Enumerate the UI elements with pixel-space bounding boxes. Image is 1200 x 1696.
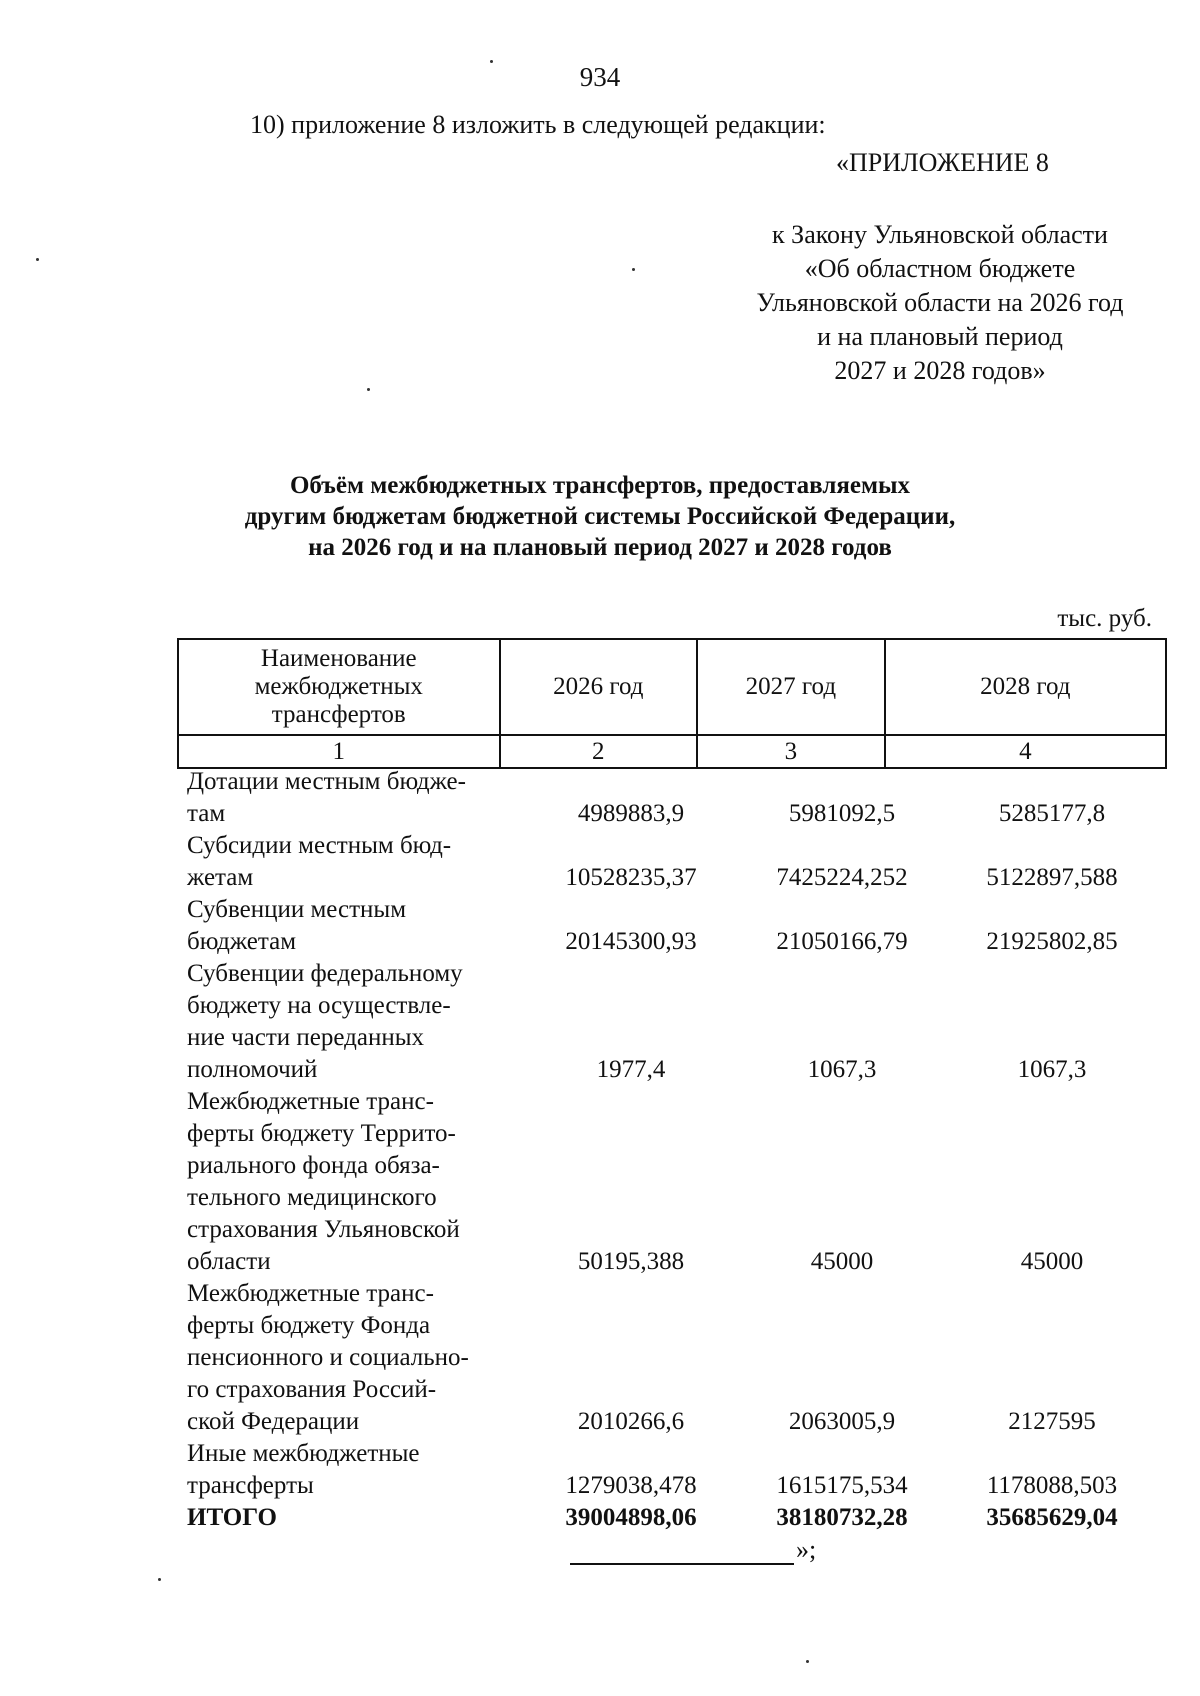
value-2028: 21925802,85	[986, 928, 1118, 955]
scan-speck	[36, 258, 39, 261]
law-reference-line: и на плановый период	[817, 322, 1063, 351]
header-name-line: трансфертов	[271, 701, 406, 728]
table-row	[187, 1086, 1167, 1278]
total-2026: 39004898,06	[565, 1504, 697, 1531]
header-2028: 2028 год	[885, 639, 1166, 735]
page-number: 934	[579, 62, 621, 92]
value-2026: 2010266,6	[577, 1408, 685, 1435]
value-2028: 5122897,588	[986, 864, 1118, 891]
value-2028: 5285177,8	[998, 800, 1106, 827]
table-row	[187, 958, 1167, 1086]
row-name: Межбюджетные транс- ферты бюджету Террито- риального фонда обяза- тельного медицинского страхования Ульяновской области	[187, 1088, 460, 1275]
value-2027: 21050166,79	[776, 928, 908, 955]
table-body	[187, 766, 1167, 1534]
column-number: 4	[885, 735, 1166, 768]
header-name-line: Наименование	[260, 645, 417, 672]
scan-speck	[806, 1660, 809, 1663]
row-name: Субсидии местным бюд- жетам	[187, 832, 452, 891]
units-label: тыс. руб.	[1057, 605, 1152, 632]
value-2027: 45000	[810, 1248, 874, 1275]
value-2026: 20145300,93	[565, 928, 697, 955]
title-line: на 2026 год и на плановый период 2027 и 2028 годов	[308, 534, 892, 561]
table-row	[187, 1438, 1167, 1502]
row-name: Субвенции местным бюджетам	[187, 896, 407, 955]
total-2027: 38180732,28	[776, 1504, 908, 1531]
header-2027: 2027 год	[697, 639, 885, 735]
scan-speck	[632, 268, 635, 271]
value-2026: 1977,4	[596, 1056, 666, 1083]
law-reference-line: 2027 и 2028 годов»	[834, 356, 1046, 385]
title-line: Объём межбюджетных трансфертов, предоставляемых	[289, 472, 911, 499]
row-name: Межбюджетные транс- ферты бюджету Фонда пенсионного и социально- го страхования Россий- ской Федерации	[187, 1280, 469, 1435]
value-2026: 4989883,9	[577, 800, 685, 827]
scan-speck	[490, 60, 493, 63]
header-name-line: межбюджетных	[254, 673, 423, 700]
value-2028: 2127595	[1008, 1408, 1096, 1435]
title-line: другим бюджетам бюджетной системы Российской Федерации,	[244, 503, 956, 530]
table-row	[187, 894, 1167, 958]
value-2027: 7425224,252	[776, 864, 908, 891]
table-row	[187, 830, 1167, 894]
document-title	[0, 470, 1200, 563]
scan-speck	[158, 1578, 161, 1581]
row-name: Дотации местным бюдже- там	[187, 768, 466, 827]
header-name-cell	[178, 639, 500, 735]
value-2028: 1067,3	[1017, 1056, 1087, 1083]
law-reference	[720, 218, 1160, 388]
value-2026: 10528235,37	[565, 864, 697, 891]
value-2026: 1279038,478	[565, 1472, 697, 1499]
value-2028: 1178088,503	[986, 1472, 1118, 1499]
total-label: ИТОГО	[187, 1504, 277, 1531]
value-2026: 50195,388	[577, 1248, 685, 1275]
value-2027: 2063005,9	[788, 1408, 896, 1435]
row-name: Иные межбюджетные трансферты	[187, 1440, 420, 1499]
value-2027: 5981092,5	[788, 800, 896, 827]
column-number: 2	[500, 735, 698, 768]
header-2026: 2026 год	[500, 639, 698, 735]
value-2028: 45000	[1020, 1248, 1084, 1275]
intro-text: 10) приложение 8 изложить в следующей редакции:	[250, 110, 826, 139]
value-2027: 1067,3	[807, 1056, 877, 1083]
closing-quote: »;	[796, 1535, 817, 1564]
law-reference-line: Ульяновской области на 2026 год	[756, 288, 1124, 317]
scan-speck	[367, 388, 370, 391]
signature-line	[570, 1537, 794, 1565]
law-reference-line: «Об областном бюджете	[804, 254, 1076, 283]
table-row	[187, 1278, 1167, 1438]
law-reference-line: к Закону Ульяновской области	[772, 220, 1108, 249]
column-number: 1	[178, 735, 500, 768]
column-number: 3	[697, 735, 885, 768]
total-row	[187, 1502, 1167, 1534]
row-name: Субвенции федеральному бюджету на осуществле- ние части переданных полномочий	[187, 960, 463, 1083]
table-row	[187, 766, 1167, 830]
total-2028: 35685629,04	[986, 1504, 1118, 1531]
table-header	[177, 638, 1167, 769]
appendix-title: «ПРИЛОЖЕНИЕ 8	[836, 148, 1049, 177]
value-2027: 1615175,534	[776, 1472, 908, 1499]
closing-mark	[570, 1535, 816, 1565]
